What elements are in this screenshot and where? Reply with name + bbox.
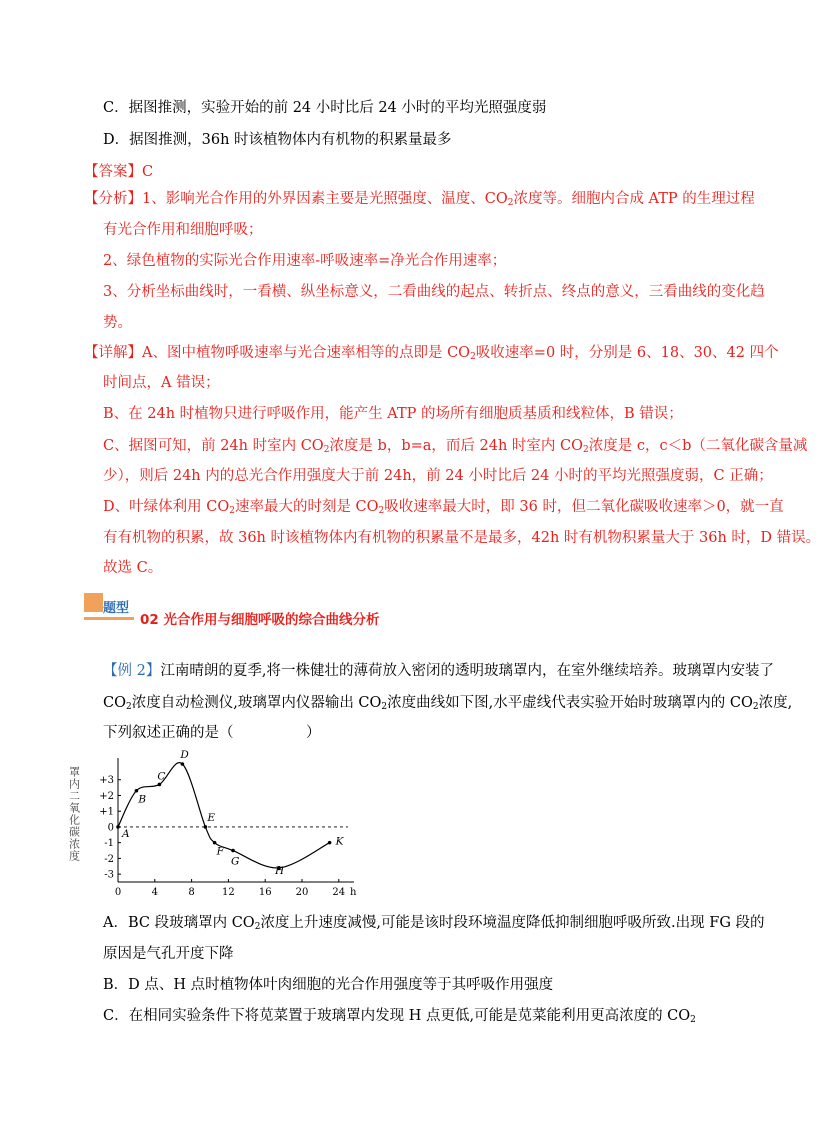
y-tick-label: -2 — [104, 853, 114, 865]
x-tick-label: 12 — [222, 887, 235, 898]
analysis-line-1: 【分析】1、影响光合作用的外界因素主要是光照强度、温度、$CO_2$浓度等。细胞内合成 ATP 的生理过程 — [84, 191, 755, 208]
x-axis-unit: h — [350, 887, 357, 898]
point-label-H: H — [275, 864, 285, 877]
detail-line-8: 故选 C。 — [103, 560, 163, 576]
option-d: D．据图推测，36h 时该植物体内有机物的积累量最多 — [103, 132, 452, 148]
option-c-bottom: C．在相同实验条件下将苋菜置于玻璃罩内发现 H 点更低,可能是苋菜能利用更高浓度的 $CO_2$ — [103, 1008, 696, 1025]
curve-point-G — [231, 849, 235, 853]
x-tick-label: 24 — [332, 887, 346, 898]
curve-point-E — [204, 825, 208, 829]
x-tick-label: 0 — [114, 887, 122, 898]
analysis-line-5: 势。 — [103, 315, 132, 331]
section-tag-underline — [84, 617, 134, 620]
curve-point-D — [181, 762, 185, 766]
option-a-line-1: A．BC 段玻璃罩内 $CO_2$浓度上升速度减慢,可能是该时段环境温度降低抑制细胞呼吸所致.出现 FG 段的 — [103, 915, 765, 932]
point-label-E: E — [207, 811, 216, 824]
answer-value: C — [142, 164, 154, 180]
y-tick-label: +1 — [99, 806, 114, 818]
y-tick-label: +2 — [99, 790, 114, 802]
y-tick-label: -1 — [104, 838, 114, 850]
x-tick-label: 16 — [258, 887, 272, 898]
detail-line-7: 有有机物的积累，故 36h 时该植物体内有机物的积累量不是最多，42h 时有机物积累量大于 36h 时，D 错误。 — [103, 530, 820, 546]
detail-line-2: 时间点，A 错误； — [103, 375, 220, 391]
analysis-label: 【分析】 — [84, 191, 142, 207]
section-tag: 题型 — [103, 601, 130, 616]
analysis-line-4: 3、分析坐标曲线时，一看横、纵坐标意义，二看曲线的起点、转折点、终点的意义，三看曲线的变化趋 — [103, 284, 765, 300]
example-line-1: 【例 2】江南晴朗的夏季,将一株健壮的薄荷放入密闭的透明玻璃罩内，在室外继续培养。玻璃罩内安装了 — [103, 663, 774, 679]
option-b: B．D 点、H 点时植物体叶肉细胞的光合作用强度等于其呼吸作用强度 — [103, 977, 554, 993]
analysis-line-3: 2、绿色植物的实际光合作用速率-呼吸速率=净光合作用速率； — [103, 253, 507, 269]
y-axis-label: 罩内二氧化碳浓度 — [67, 766, 81, 862]
curve-point-K — [328, 841, 332, 845]
y-tick-label: -3 — [104, 869, 114, 881]
point-label-B: B — [138, 793, 147, 806]
point-label-K: K — [335, 835, 344, 848]
detail-label: 【详解】 — [84, 345, 142, 361]
section-title: 02 光合作用与细胞呼吸的综合曲线分析 — [140, 612, 380, 628]
curve-point-F — [213, 841, 217, 845]
detail-line-1: 【详解】A、图中植物呼吸速率与光合速率相等的点即是 $CO_2$吸收速率=0 时，分别是 6、18、30、42 四个 — [84, 345, 779, 362]
detail-line-4: C、据图可知，前 24h 时室内 $CO_2$浓度是 b，b=a，而后 24h 时室内 $CO_2$浓度是 c，c＜b（二氧化碳含量减 — [103, 438, 808, 455]
y-tick-label: +3 — [99, 775, 114, 787]
point-label-D: D — [180, 749, 189, 761]
x-tick-label: 4 — [151, 887, 158, 898]
point-label-F: F — [216, 845, 224, 858]
option-c: C．据图推测，实验开始的前 24 小时比后 24 小时的平均光照强度弱 — [103, 100, 547, 116]
answer-line — [84, 162, 153, 182]
detail-line-3: B、在 24h 时植物只进行呼吸作用，能产生 ATP 的场所有细胞质基质和线粒体，B 错误； — [103, 406, 683, 422]
curve-point-B — [135, 789, 139, 793]
example-line-3: 下列叙述正确的是（ ） — [103, 725, 321, 741]
detail-line-6: D、叶绿体利用 $CO_2$速率最大的时刻是 $CO_2$吸收速率最大时，即 36 时，但二氧化碳吸收速率＞0，就一直 — [103, 499, 784, 516]
analysis-line-2: 有光合作用和细胞呼吸； — [103, 222, 263, 238]
example-line-2: $CO_2$浓度自动检测仪,玻璃罩内仪器输出 $CO_2$浓度曲线如下图,水平虚线代表实验开始时玻璃罩内的 $CO_2$浓度, — [103, 695, 793, 712]
y-tick-label: 0 — [107, 822, 114, 834]
point-label-A: A — [122, 827, 130, 840]
curve-point-A — [116, 825, 120, 829]
detail-line-5: 少），则后 24h 内的总光合作用强度大于前 24h，前 24 小时比后 24 小时的平均光照强度弱，C 正确； — [103, 468, 773, 484]
co2-curve-chart — [64, 749, 364, 898]
point-label-C: C — [157, 770, 166, 783]
x-tick-label: 20 — [295, 887, 309, 898]
x-tick-label: 8 — [188, 887, 195, 898]
answer-label: 【答案】 — [84, 164, 142, 180]
curve-point-C — [158, 783, 162, 787]
example-label: 【例 2】 — [103, 663, 161, 679]
point-label-G: G — [231, 855, 240, 868]
option-a-line-2: 原因是气孔开度下降 — [103, 946, 234, 962]
section-tag-box — [84, 593, 103, 612]
